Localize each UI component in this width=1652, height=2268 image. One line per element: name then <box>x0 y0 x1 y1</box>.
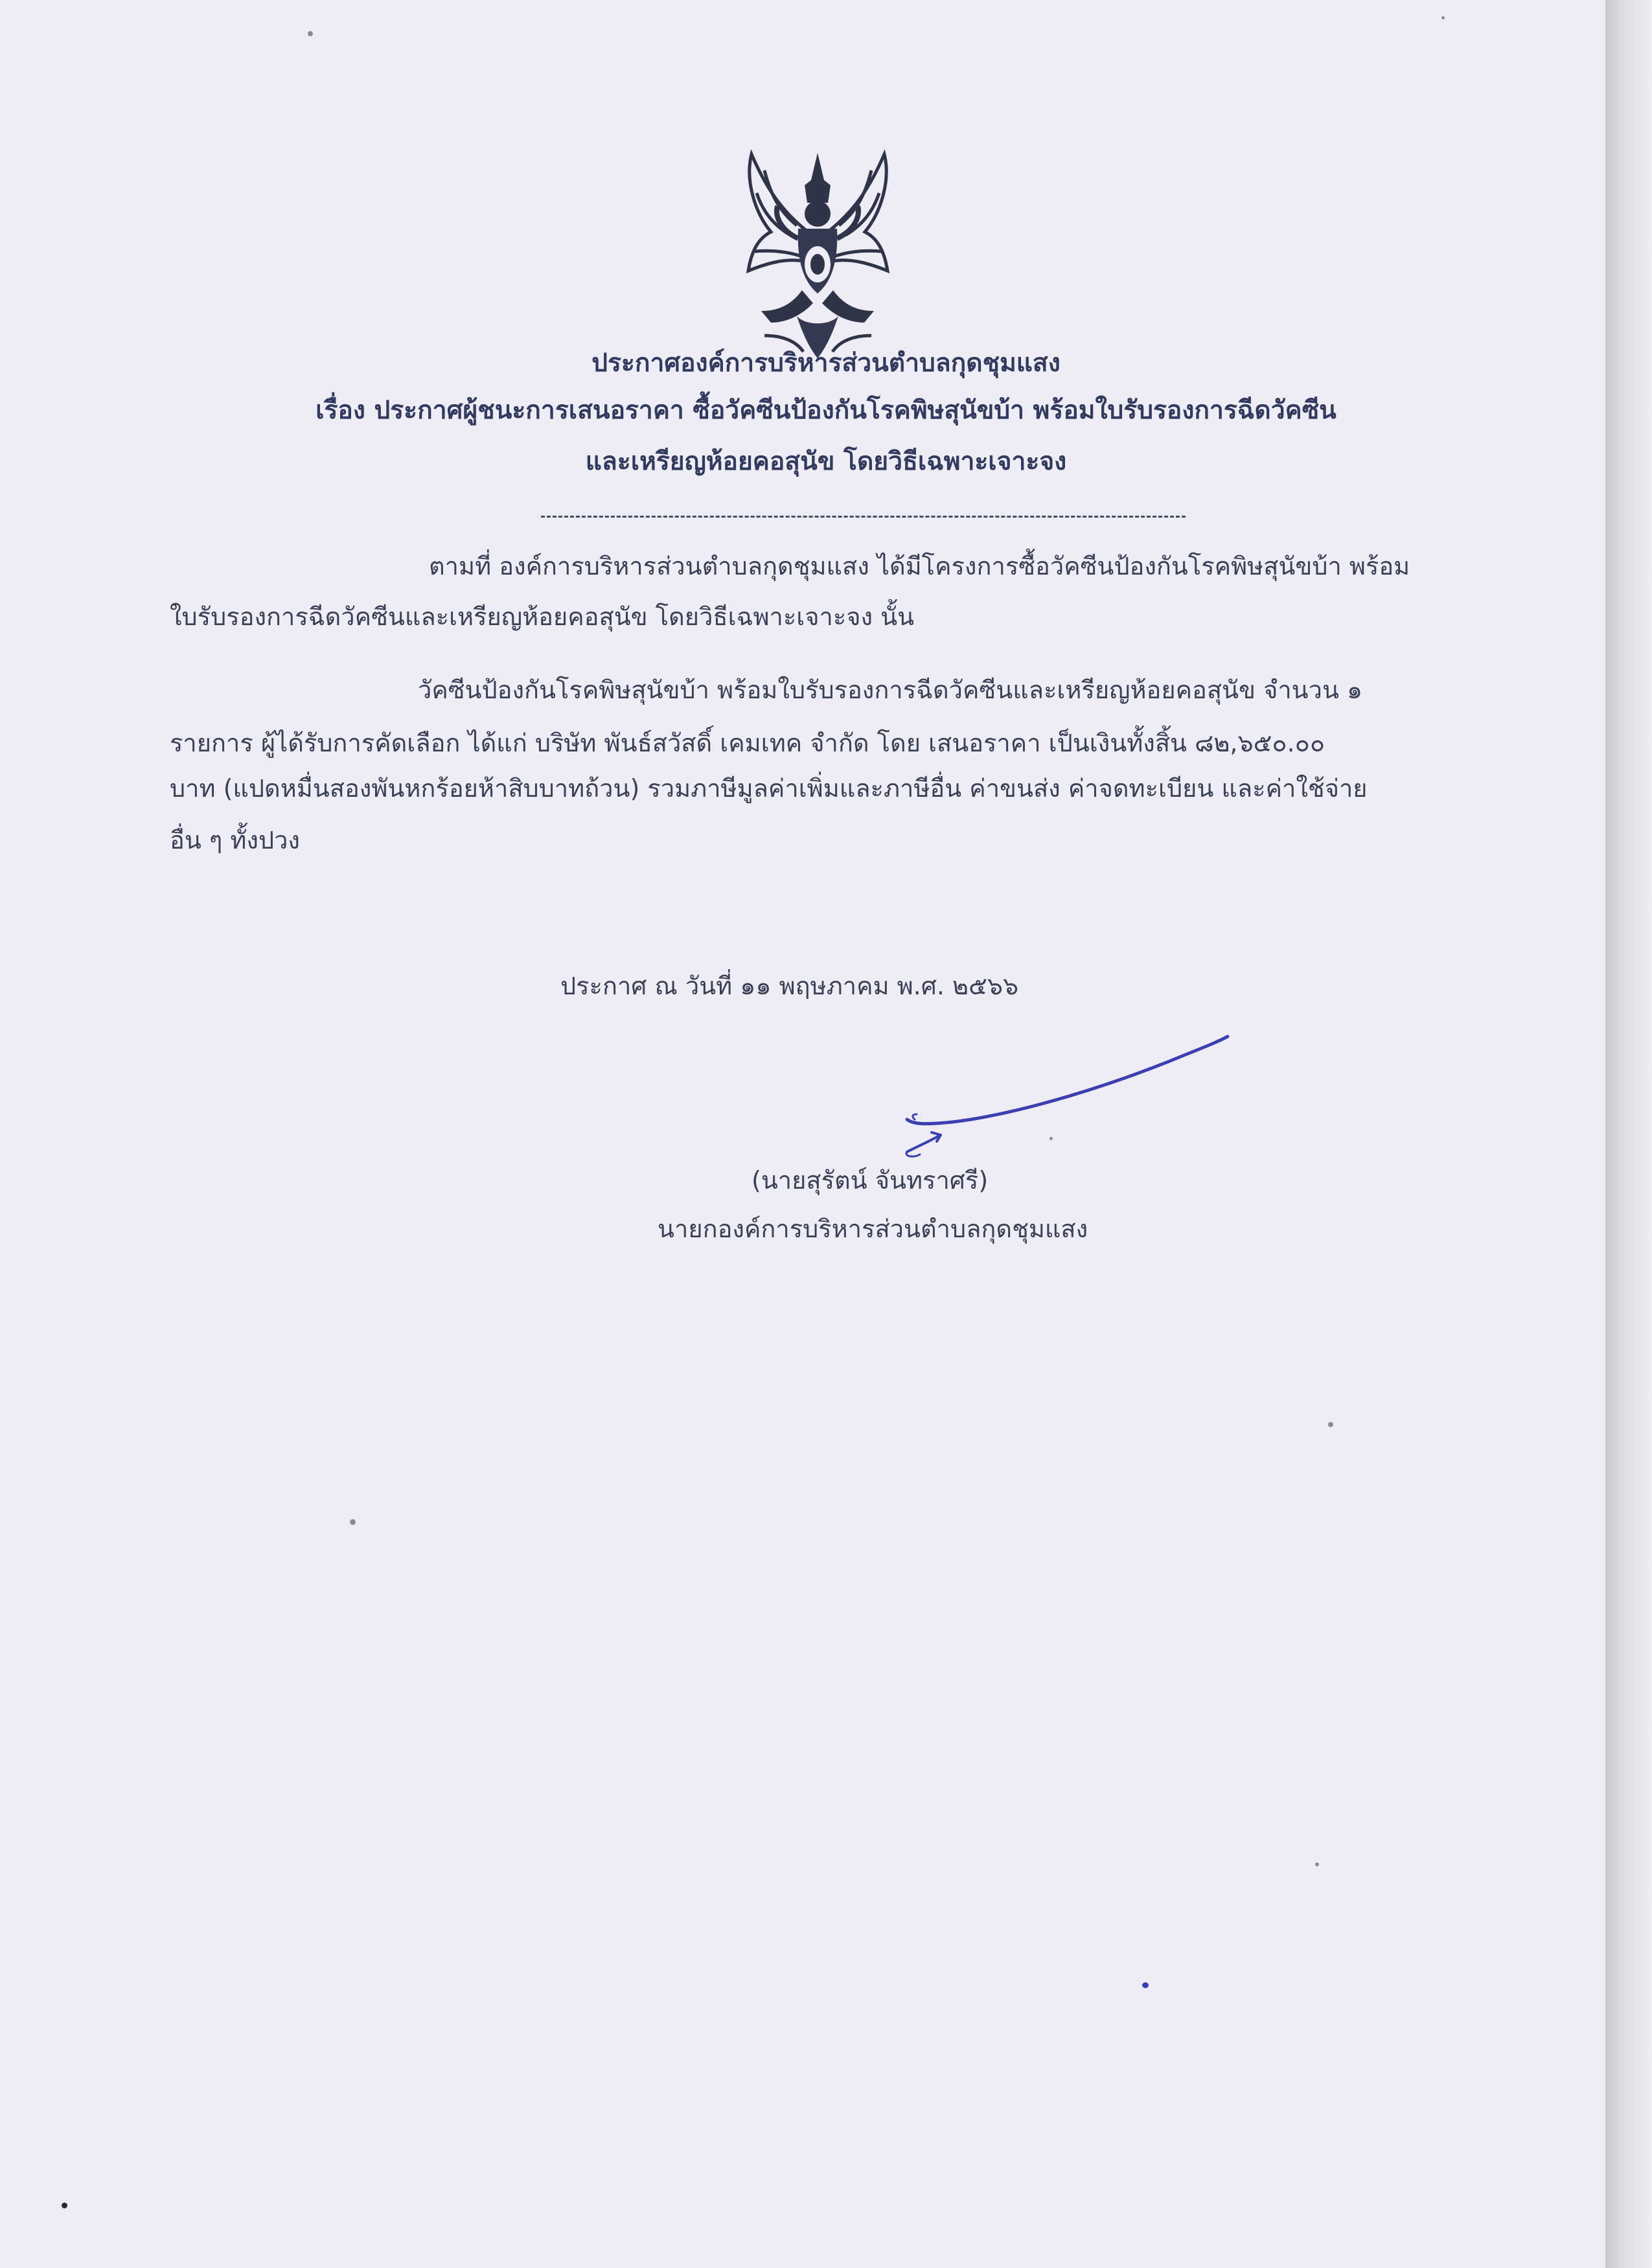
scan-speck <box>62 2203 67 2208</box>
handwritten-signature <box>823 1011 1276 1166</box>
scan-speck <box>350 1519 356 1525</box>
announcement-date: ประกาศ ณ วันที่ ๑๑ พฤษภาคม พ.ศ. ๒๕๖๖ <box>560 972 1019 1000</box>
document-subject-line-1: เรื่อง ประกาศผู้ชนะการเสนอราคา ซื้อวัคซีนป้องกันโรคพิษสุนัขบ้า พร้อมใบรับรองการฉีดวัคซีน <box>315 396 1337 425</box>
paragraph-1-line-2: ใบรับรองการฉีดวัคซีนและเหรียญห้อยคอสุนัข โดยวิธีเฉพาะเจาะจง นั้น <box>170 602 915 631</box>
scan-speck <box>1441 16 1445 19</box>
signatory-name: (นายสุรัตน์ จันทราศรี) <box>751 1166 989 1195</box>
paragraph-2-line-1: วัคซีนป้องกันโรคพิษสุนัขบ้า พร้อมใบรับรองการฉีดวัคซีนและเหรียญห้อยคอสุนัข จำนวน ๑ <box>418 676 1363 704</box>
scan-page-edge <box>1605 0 1652 2268</box>
paragraph-2-line-4: อื่น ๆ ทั้งปวง <box>170 826 300 854</box>
scan-speck <box>1050 1137 1053 1140</box>
paragraph-1-line-1: ตามที่ องค์การบริหารส่วนตำบลกุดชุมแสง ได้มีโครงการซื้อวัคซีนป้องกันโรคพิษสุนัขบ้า พร้อม <box>429 552 1410 580</box>
document-subject-line-2: และเหรียญห้อยคอสุนัข โดยวิธีเฉพาะเจาะจง <box>585 447 1067 476</box>
garuda-emblem-icon <box>726 141 910 365</box>
scan-speck <box>1315 1862 1319 1866</box>
header-divider <box>541 516 1186 518</box>
signatory-position: นายกองค์การบริหารส่วนตำบลกุดชุมแสง <box>658 1215 1088 1243</box>
document-title-issuer: ประกาศองค์การบริหารส่วนตำบลกุดชุมแสง <box>591 349 1061 378</box>
paragraph-2-line-3: บาท (แปดหมื่นสองพันหกร้อยห้าสิบบาทถ้วน) รวมภาษีมูลค่าเพิ่มและภาษีอื่น ค่าขนส่ง ค่าจดทะเบียน และค่าใช้จ่าย <box>170 774 1368 803</box>
paragraph-2-line-2: รายการ ผู้ได้รับการคัดเลือก ได้แก่ บริษัท พันธ์สวัสดิ์ เคมเทค จำกัด โดย เสนอราคา เป็นเงินทั้งสิ้น ๘๒,๖๕๐.๐๐ <box>170 729 1325 757</box>
scan-speck <box>308 31 313 36</box>
scan-speck <box>1142 1982 1149 1988</box>
scan-speck <box>1328 1422 1333 1427</box>
